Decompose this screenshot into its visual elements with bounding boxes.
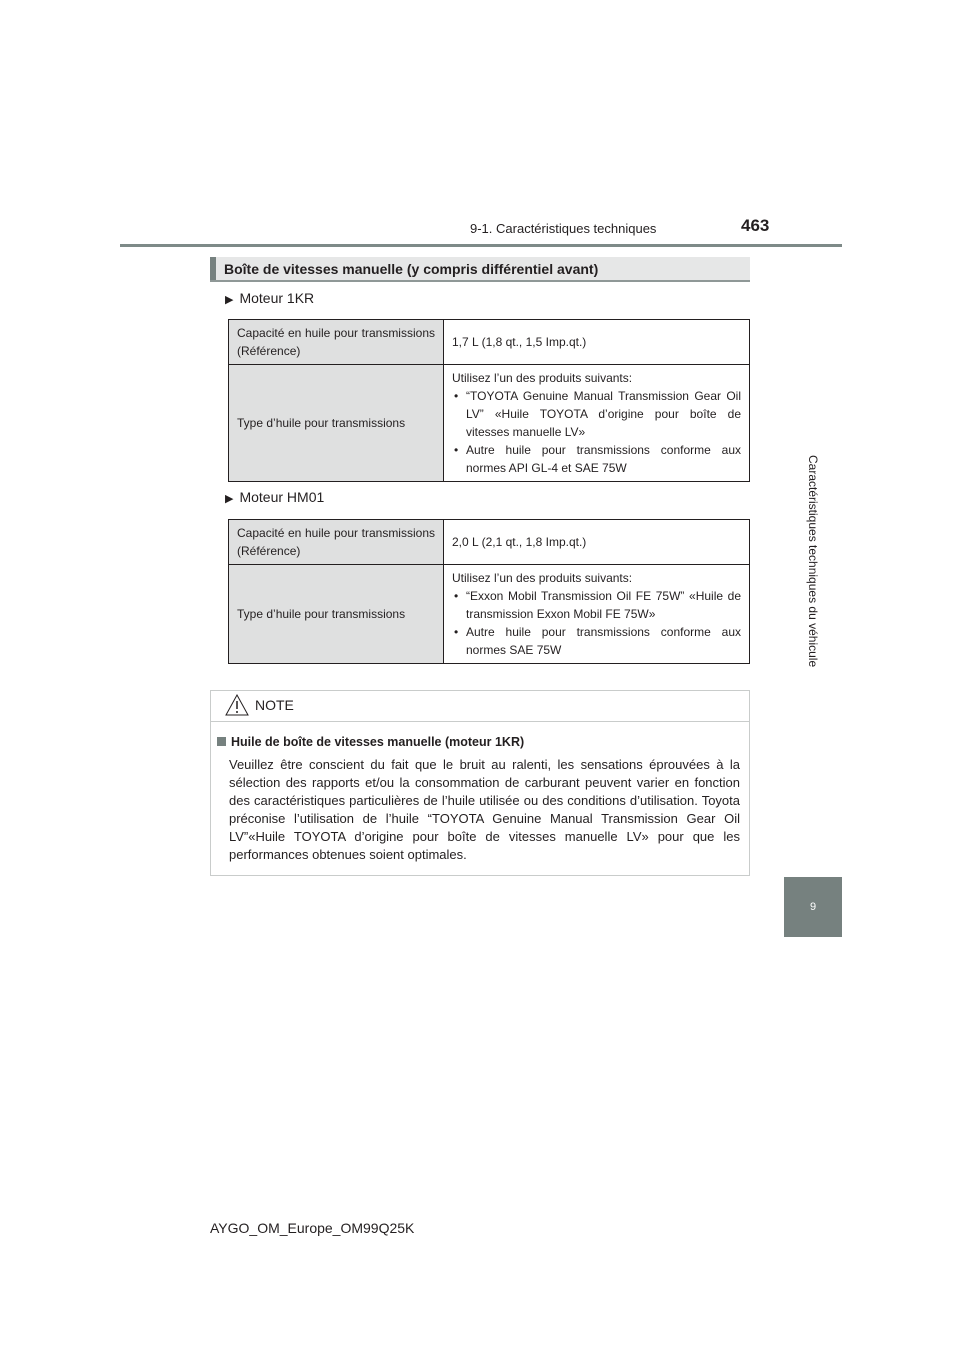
chapter-side-tab-title: Caractéristiques techniques du véhicule: [806, 454, 820, 668]
triangle-bullet-icon: ▶: [225, 294, 234, 306]
header-divider: [120, 244, 842, 247]
note-label: NOTE: [255, 697, 294, 713]
note-header: [211, 691, 749, 722]
engine-heading-text: Moteur 1KR: [239, 290, 315, 306]
oil-type-label-cell: [229, 565, 444, 664]
table-row: [229, 365, 750, 482]
list-item: • Autre huile pour transmissions conforme aux normes SAE 75W: [452, 623, 741, 659]
table-row: [229, 320, 750, 365]
capacity-label-cell: [229, 320, 444, 365]
capacity-value-cell: [444, 320, 750, 365]
capacity-value: 2,0 L (2,1 qt., 1,8 Imp.qt.): [452, 535, 587, 549]
page-number: 463: [741, 216, 770, 235]
oil-type-intro: Utilisez l’un des produits suivants:: [452, 371, 633, 385]
list-item: • “Exxon Mobil Transmission Oil FE 75W” «Huile de transmission Exxon Mobil FE 75W»: [452, 587, 741, 623]
oil-type-label: Type d’huile pour transmissions: [237, 607, 406, 621]
capacity-label-cell: [229, 520, 444, 565]
oil-type-label-cell: [229, 365, 444, 482]
engine-heading-1kr: [225, 290, 314, 306]
capacity-value-cell: [444, 520, 750, 565]
table-row: [229, 565, 750, 664]
chapter-side-tab: [784, 246, 842, 876]
engine-heading-hm01: [225, 489, 324, 505]
spec-table-1kr: [228, 319, 750, 482]
capacity-label: Capacité en huile pour transmissions (Référence): [237, 326, 435, 358]
chapter-number-tab: 9: [784, 877, 842, 937]
document-footer: AYGO_OM_Europe_OM99Q25K: [210, 1220, 415, 1236]
spec-table-hm01: [228, 519, 750, 664]
oil-type-list: [452, 587, 741, 659]
note-body: Veuillez être conscient du fait que le bruit au ralenti, les sensations éprouvées à la sélection des rapports et/ou la consommation de carburant peuvent varier en fonction des caractéristiques particulières de l’huile utilisée ou des conditions d’utilisation. Toyota préconise l’utilisation de l’huile “TOYOTA Genuine Manual Transmission Gear Oil LV”«Huile TOYOTA d’origine pour boîte de vitesses manuelle LV» pour que les performances obtenues soient optimales.: [229, 757, 740, 862]
capacity-label: Capacité en huile pour transmissions (Référence): [237, 526, 435, 558]
note-subtitle-text: Huile de boîte de vitesses manuelle (moteur 1KR): [231, 735, 525, 749]
oil-type-label: Type d’huile pour transmissions: [237, 416, 406, 430]
list-item: • Autre huile pour transmissions conforme aux normes API GL-4 et SAE 75W: [452, 441, 741, 477]
triangle-bullet-icon: ▶: [225, 493, 234, 505]
section-heading-accent: [210, 257, 216, 280]
list-item: • “TOYOTA Genuine Manual Transmission Gear Oil LV” «Huile TOYOTA d’origine pour boîte de vitesses manuelle LV»: [452, 387, 741, 441]
note-box: [210, 690, 750, 876]
oil-type-intro: Utilisez l’un des produits suivants:: [452, 571, 633, 585]
engine-heading-text: Moteur HM01: [239, 489, 325, 505]
table-row: [229, 520, 750, 565]
oil-type-list: [452, 387, 741, 477]
square-bullet-icon: [217, 737, 226, 746]
section-heading: [210, 257, 750, 282]
section-heading-text: Boîte de vitesses manuelle (y compris différentiel avant): [224, 261, 599, 277]
header-section-title: 9-1. Caractéristiques techniques: [470, 221, 657, 236]
oil-type-value-cell: [444, 565, 750, 664]
capacity-value: 1,7 L (1,8 qt., 1,5 Imp.qt.): [452, 335, 587, 349]
oil-type-value-cell: [444, 365, 750, 482]
warning-triangle-icon: [225, 694, 249, 716]
note-subtitle: [217, 735, 524, 749]
